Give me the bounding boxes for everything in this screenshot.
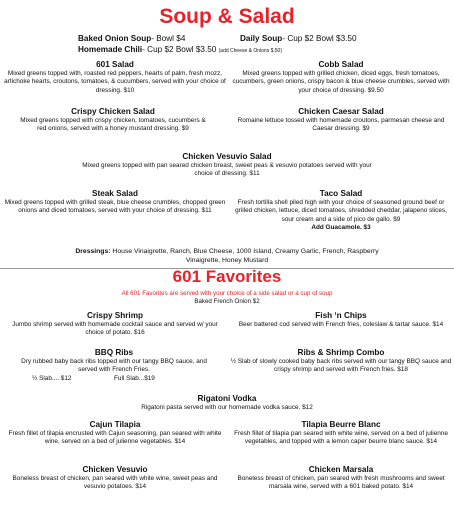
soup-salad-heading: Soup & Salad [159,5,295,28]
item-desc: Fresh fillet of tilapia pan seared with white wine, served on a bed of julienne vegetables, and topped with a lemon caper beurre blanc sauce. $14 [234,430,448,446]
item-desc: Rigatoni pasta served with our homemade vodka sauce. $12 [141,404,313,411]
soup-price: - Bowl $4 [151,34,186,43]
item-desc: Mixed greens topped with grilled chicken, diced eggs, fresh tomatoes, cucumbers, green onions, crispy bacon & blue cheese crumbles, served with your choice of dressing. $9.50 [232,70,450,94]
menu-item [230,465,452,492]
item-desc: Jumbo shrimp served with homemade cocktail sauce and served w/ your choice of potato. $16 [12,321,218,337]
item-desc: Romaine lettuce tossed with homemade croutons, parmesan cheese and Caesar dressing. $9 [237,117,445,133]
item-desc: Fresh tortilla shell piled high with your choice of seasoned ground beef or grilled chicken, lettuce, diced tomatoes, shredded cheddar, jalapeno slices, sour cream and a side of pico de gallo. $9 [235,199,447,223]
soup-name: Homemade Chili [78,45,143,54]
soup-name: Baked Onion Soup [78,34,152,43]
item-desc: Fresh fillet of tilapia encrusted with Cajun seasoning, pan seared with white wine, served on a bed of julienne vegetables. $14 [8,430,222,446]
item-name: 601 Salad [96,60,134,69]
item-name: Crispy Chicken Salad [71,107,155,116]
item-desc: Mixed greens topped with pan seared chicken breast, sweet peas & vesuvio potatoes served with your choice of dressing. $11 [82,162,372,178]
soup-baked-onion [78,34,185,43]
menu-item [4,311,226,338]
menu-item [80,394,374,412]
item-name: Taco Salad [319,189,363,198]
menu-item [4,189,226,216]
menu-item [14,348,214,383]
soup-daily [240,34,357,43]
dressings [68,248,386,265]
favorites-note-2: Baked French Onion $2 [194,298,260,305]
item-name: Cobb Salad [318,60,364,69]
item-desc: Beer battered cod served with French fries, coleslaw & tartar sauce. $14 [238,321,444,328]
item-name: Cajun Tilapia [89,420,141,429]
item-desc: ½ Slab of slowly cooked baby back ribs served with our tangy BBQ sauce and crispy shrimp and served with French fries. $18 [230,358,452,374]
item-desc: Boneless breast of chicken, pan seared with fresh mushrooms and sweet marsala wine, served with a 601 baked potato. $14 [237,475,445,491]
full-slab-price: Full Slab...$19 [114,374,155,382]
menu-item [4,420,226,447]
item-desc: Dry rubbed baby back ribs topped with our tangy BBQ sauce, and served with French Fries. [21,358,207,374]
soup-price: - Cup $2 Bowl $3.50 [282,34,357,43]
menu-item [18,107,208,134]
item-name: Crispy Shrimp [87,311,143,320]
favorites-heading: 601 Favorites [172,267,282,286]
item-name: Chicken Vesuvio Salad [182,152,272,161]
menu-item [4,465,226,492]
menu-item [230,311,452,329]
menu-item [75,152,379,179]
favorites-note: All 601 Favorites are served with your choice of a side salad or a cup of soup [121,290,333,297]
menu-item [230,420,452,447]
item-name: Tilapia Beurre Blanc [301,420,381,429]
ribs-prices [14,375,214,383]
item-name: Chicken Vesuvio [82,465,148,474]
menu-item [230,60,452,95]
soup-name: Daily Soup [240,34,283,43]
soup-chili [78,45,282,54]
menu-item [230,107,452,134]
item-desc: Mixed greens topped with grilled steak, blue cheese crumbles, chopped green onions and diced tomatoes, served with your choice of dressing. $11 [4,199,226,215]
item-extra: Add Guacamole. $3 [311,223,371,231]
item-desc: Mixed greens topped with crispy chicken, tomatoes, cucumbers & red onions, served with a honey mustard dressing. $9 [20,117,206,133]
item-desc: Mixed greens topped with, roasted red peppers, hearts of palm, fresh mozz, artichoke hearts, croutons, tomatoes, & cucumbers, served with your choice of dressing. $10 [4,70,226,94]
item-name: Rigatoni Vodka [197,394,257,403]
item-desc: Boneless breast of chicken, pan seared with white wine, sweet peas and vesuvio potatoes. $14 [12,475,218,491]
dressings-label: Dressings: [75,248,111,255]
item-name: Chicken Marsala [308,465,374,474]
chili-note: (add Cheese & Onions $.50) [218,48,282,54]
soup-price: - Cup $2 Bowl $3.50 [142,45,217,54]
item-name: Fish ‘n Chips [315,311,367,320]
menu-item [230,189,452,232]
item-name: BBQ Ribs [94,348,134,357]
half-slab-price: ½ Slab.... $12 [32,374,72,382]
menu-item [230,348,452,375]
item-name: Chicken Caesar Salad [298,107,384,116]
dressings-text: House Vinaigrette, Ranch, Blue Cheese, 1000 Island, Creamy Garlic, French, Raspberry Vinaigrette, Honey Mustard [110,248,379,264]
item-name: Ribs & Shrimp Combo [297,348,385,357]
item-name: Steak Salad [92,189,138,198]
menu-item [4,60,226,95]
